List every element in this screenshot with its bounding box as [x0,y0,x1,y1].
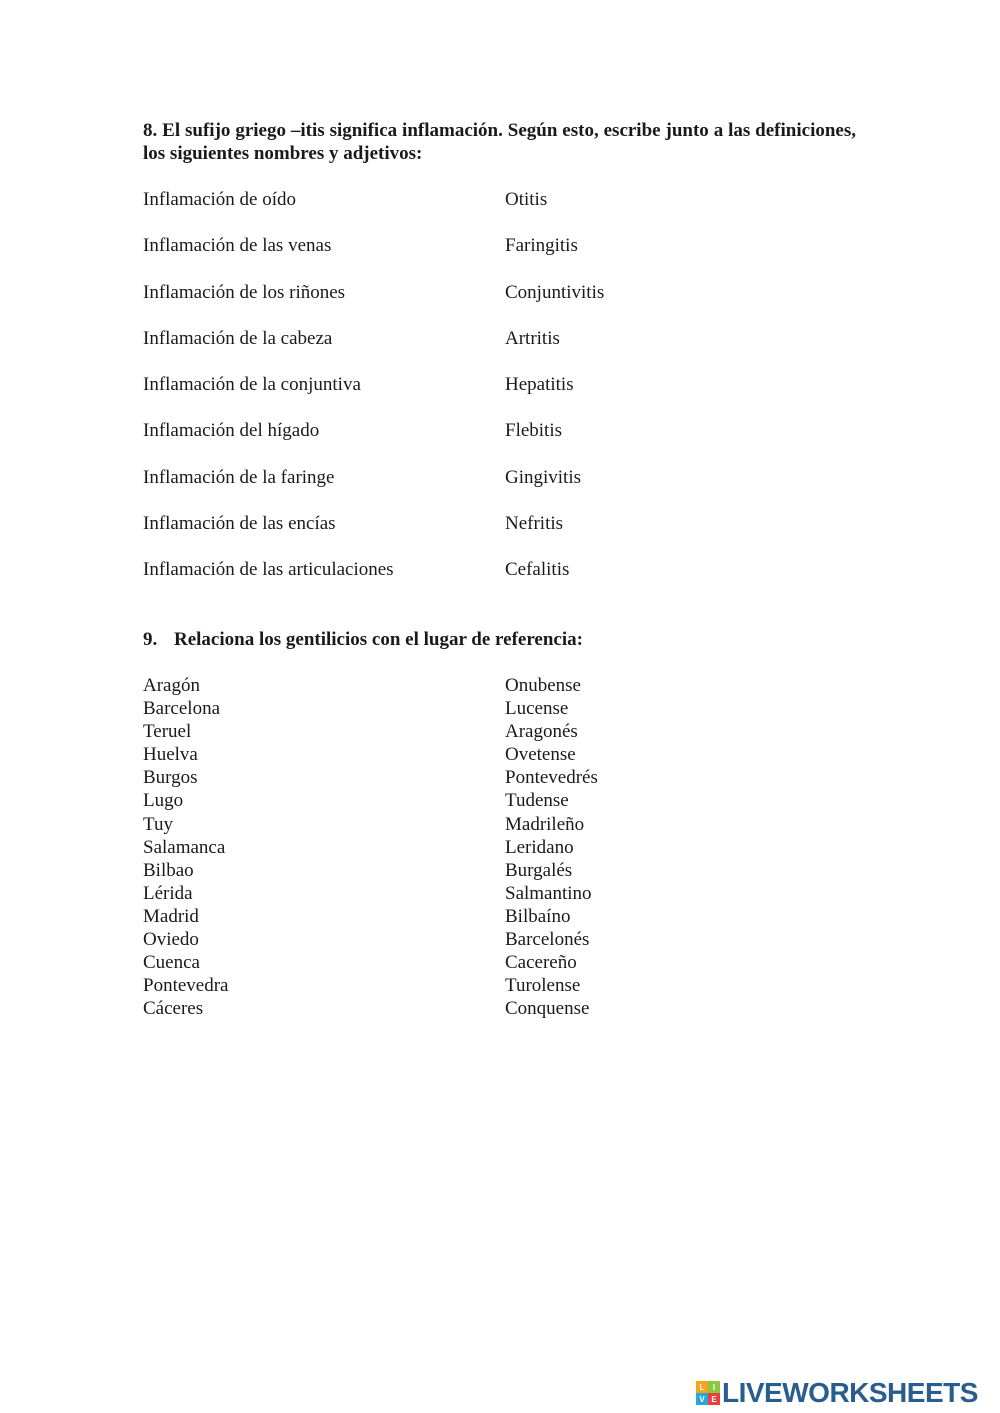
list-item [143,233,856,279]
list-item [143,951,856,974]
term-text: Flebitis [505,420,563,442]
question-9-number: 9. [143,629,158,650]
place-text: Cuenca [143,952,200,974]
definition-text: Inflamación de la faringe [143,466,335,488]
place-text: Pontevedra [143,975,229,997]
list-item [143,789,856,812]
term-text: Nefritis [505,513,564,535]
demonym-text: Leridano [505,836,574,858]
list-item [143,372,856,418]
demonym-text: Cacereño [505,952,577,974]
logo-cell: I [708,1381,720,1393]
demonym-text: Madrileño [505,813,585,835]
demonym-text: Burgalés [505,859,573,881]
demonym-text: Lucense [505,698,569,720]
logo-cell: L [696,1381,708,1393]
list-item [143,187,856,233]
demonym-text: Pontevedrés [505,767,598,789]
place-text: Huelva [143,744,198,766]
definition-text: Inflamación de la conjuntiva [143,374,361,396]
term-text: Hepatitis [505,374,574,396]
term-text: Conjuntivitis [505,281,605,303]
place-text: Oviedo [143,929,199,951]
demonym-text: Bilbaíno [505,905,571,927]
logo-cell: V [696,1393,708,1405]
list-item [143,697,856,720]
list-item [143,859,856,882]
definition-text: Inflamación de las encías [143,513,336,535]
place-text: Burgos [143,767,198,789]
demonym-text: Conquense [505,998,590,1020]
question-8-list [143,187,856,604]
term-text: Cefalitis [505,559,570,581]
definition-text: Inflamación de las venas [143,235,332,257]
list-item [143,928,856,951]
definition-text: Inflamación de oído [143,189,297,210]
list-item [143,743,856,766]
place-text: Aragón [143,675,200,696]
place-text: Lérida [143,882,193,904]
demonym-text: Barcelonés [505,929,590,951]
list-item [143,511,856,557]
list-item [143,557,856,603]
demonym-text: Tudense [505,790,569,812]
demonym-text: Aragonés [505,721,578,743]
place-text: Teruel [143,721,192,743]
list-item [143,418,856,464]
list-item [143,905,856,928]
demonym-text: Onubense [505,675,581,696]
place-text: Madrid [143,905,199,927]
demonym-text: Salmantino [505,882,592,904]
list-item [143,997,856,1020]
place-text: Bilbao [143,859,194,881]
definition-text: Inflamación de la cabeza [143,327,333,349]
list-item [143,882,856,905]
term-text: Otitis [505,189,548,210]
list-item [143,766,856,789]
list-item [143,836,856,859]
place-text: Salamanca [143,836,226,858]
list-item [143,465,856,511]
list-item [143,720,856,743]
question-9-text: Relaciona los gentilicios con el lugar de referencia: [174,629,583,650]
question-8-title: 8. El sufijo griego –itis significa inflamación. Según esto, escribe junto a las definiciones, los siguientes nombres y adjetivos: [143,120,856,164]
definition-text: Inflamación de los riñones [143,281,346,303]
place-text: Lugo [143,790,184,812]
question-9-title [143,628,856,652]
definition-text: Inflamación del hígado [143,420,320,442]
definition-text: Inflamación de las articulaciones [143,559,394,581]
question-9-list [143,674,856,1020]
place-text: Cáceres [143,998,204,1020]
term-text: Gingivitis [505,466,582,488]
demonym-text: Ovetense [505,744,576,766]
list-item [143,674,856,697]
liveworksheets-watermark [696,1378,978,1408]
term-text: Artritis [505,327,560,349]
term-text: Faringitis [505,235,578,257]
list-item [143,813,856,836]
logo-cell: E [708,1393,720,1405]
list-item [143,280,856,326]
place-text: Tuy [143,813,173,835]
brand-name: LIVEWORKSHEETS [722,1377,978,1408]
demonym-text: Turolense [505,975,581,997]
place-text: Barcelona [143,698,221,720]
list-item [143,326,856,372]
list-item [143,974,856,997]
liveworksheets-logo-icon [696,1381,720,1405]
